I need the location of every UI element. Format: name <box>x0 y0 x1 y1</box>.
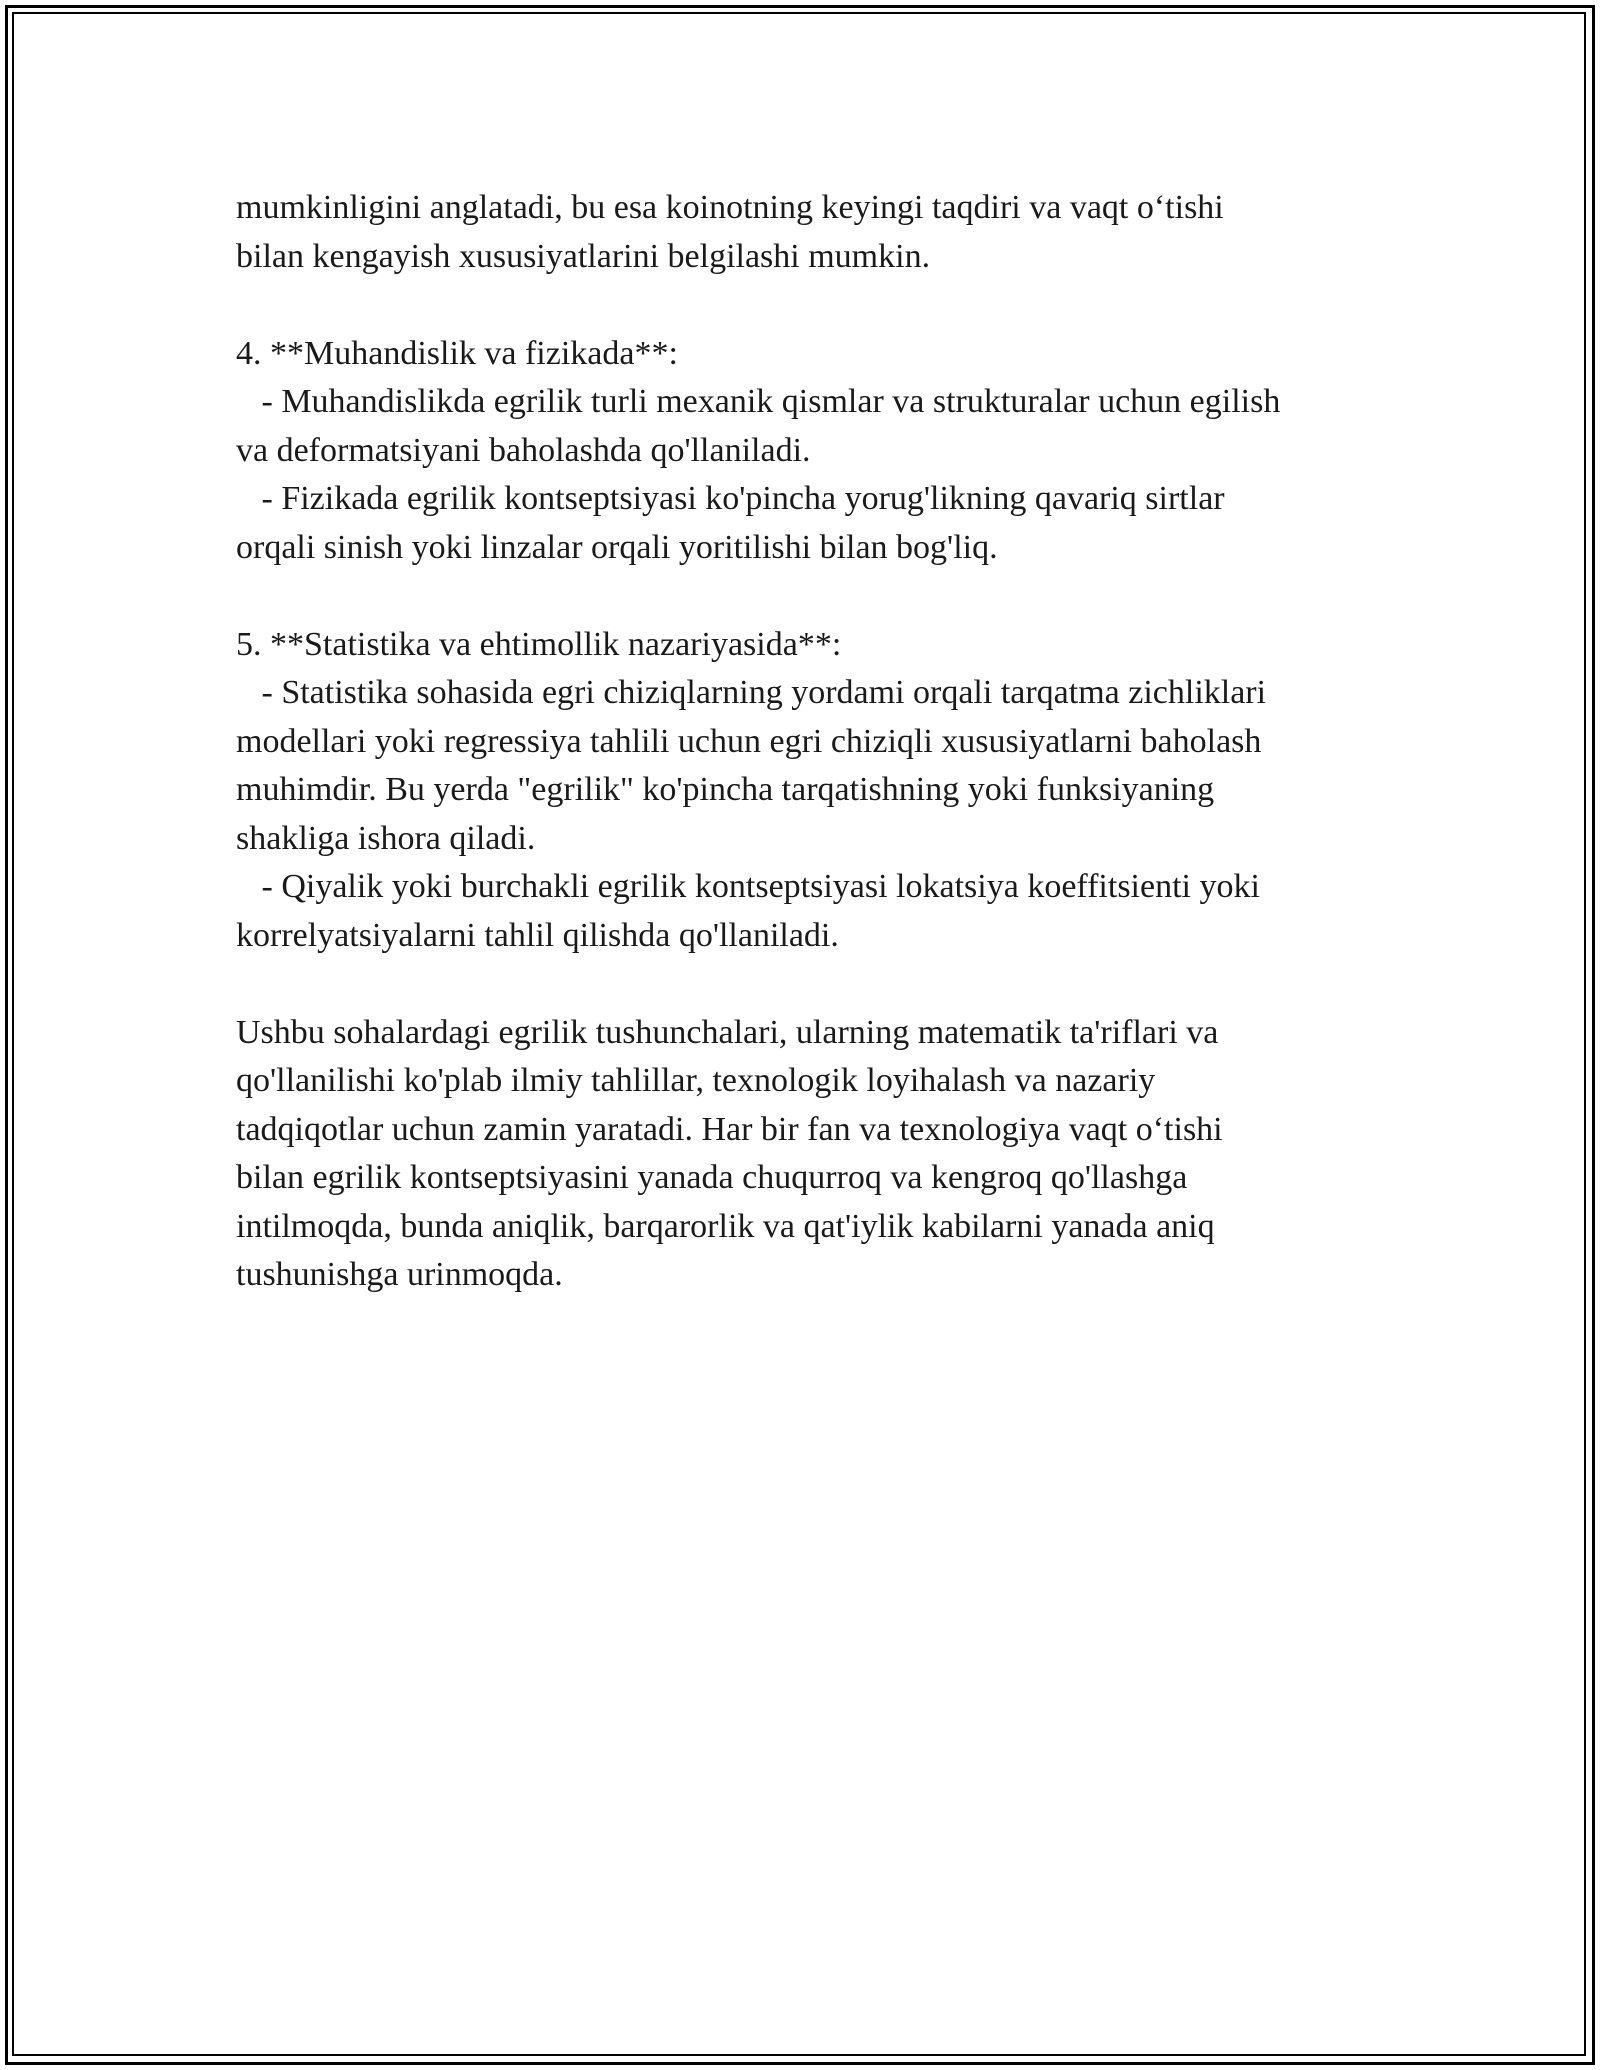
text-line: - Muhandislikda egrilik turli mexanik qismlar va strukturalar uchun egilish <box>236 383 1281 420</box>
text-line: intilmoqda, bunda aniqlik, barqarorlik va qat'iylik kabilarni yanada aniq <box>236 1207 1215 1245</box>
section-heading: 5. **Statistika va ehtimollik nazariyasida**: <box>236 625 842 663</box>
paragraph-spacer <box>236 281 1376 330</box>
intro-paragraph <box>236 184 1376 281</box>
paragraph-spacer <box>236 960 1376 1009</box>
text-line: modellari yoki regressiya tahlili uchun egri chiziqli xususiyatlarni baholash <box>236 722 1262 760</box>
conclusion-paragraph <box>236 1009 1376 1300</box>
text-line: tadqiqotlar uchun zamin yaratadi. Har bir fan va texnologiya vaqt o‘tishi <box>236 1110 1223 1148</box>
text-line: shakliga ishora qiladi. <box>236 819 536 857</box>
section-engineering-physics <box>236 330 1376 573</box>
text-line: - Statistika sohasida egri chiziqlarning yordami orqali tarqatma zichliklari <box>236 674 1267 711</box>
text-line: Ushbu sohalardagi egrilik tushunchalari, ularning matematik ta'riflari va <box>236 1013 1219 1051</box>
text-line: bilan kengayish xususiyatlarini belgilashi mumkin. <box>236 237 931 275</box>
text-line: bilan egrilik kontseptsiyasini yanada chuqurroq va kengroq qo'llashga <box>236 1159 1188 1196</box>
text-line: va deformatsiyani baholashda qo'llaniladi. <box>236 431 811 469</box>
text-line: mumkinligini anglatadi, bu esa koinotning keyingi taqdiri va vaqt o‘tishi <box>236 189 1224 226</box>
paragraph-spacer <box>236 572 1376 621</box>
text-line: orqali sinish yoki linzalar orqali yoritilishi bilan bog'liq. <box>236 528 998 566</box>
text-line: korrelyatsiyalarni tahlil qilishda qo'llaniladi. <box>236 916 839 954</box>
text-line: tushunishga urinmoqda. <box>236 1256 563 1293</box>
text-line: - Qiyalik yoki burchakli egrilik kontseptsiyasi lokatsiya koeffitsienti yoki <box>236 868 1260 905</box>
section-statistics-probability <box>236 621 1376 961</box>
text-line: muhimdir. Bu yerda "egrilik" ko'pincha tarqatishning yoki funksiyaning <box>236 771 1215 808</box>
text-line: qo'llanilishi ko'plab ilmiy tahlillar, texnologik loyihalash va nazariy <box>236 1062 1156 1099</box>
text-line: - Fizikada egrilik kontseptsiyasi ko'pincha yorug'likning qavariq sirtlar <box>236 480 1225 517</box>
section-heading: 4. **Muhandislik va fizikada**: <box>236 334 678 372</box>
document-body <box>236 184 1376 1300</box>
